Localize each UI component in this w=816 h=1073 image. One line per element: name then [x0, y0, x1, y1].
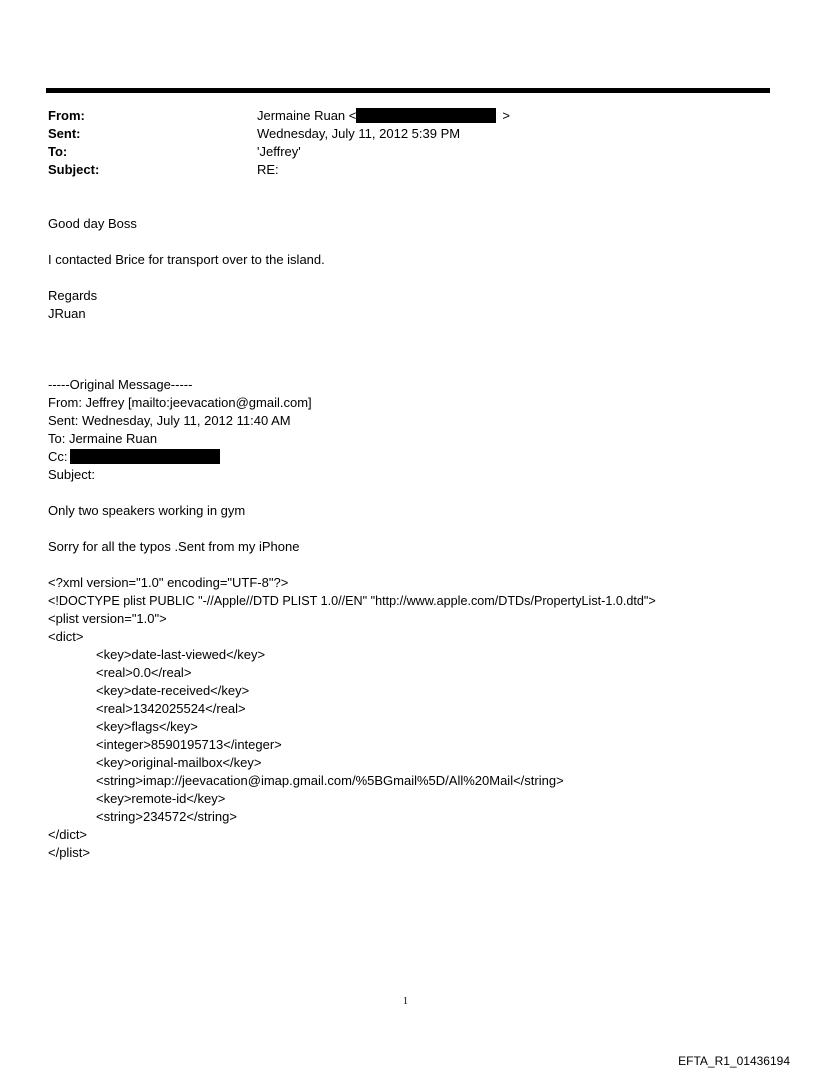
from-label: From: [48, 108, 85, 123]
xml-line: <string>imap://jeevacation@imap.gmail.com/%5BGmail%5D/All%20Mail</string> [96, 773, 564, 788]
xml-line: <key>original-mailbox</key> [96, 755, 262, 770]
page-number: 1 [403, 996, 408, 1007]
original-to: To: Jermaine Ruan [48, 431, 158, 446]
xml-line: </dict> [48, 827, 88, 842]
xml-line: <real>0.0</real> [96, 665, 192, 680]
xml-line: </plist> [48, 845, 90, 860]
to-value: 'Jeffrey' [257, 144, 301, 159]
from-bracket: > [502, 108, 510, 123]
original-sent: Sent: Wednesday, July 11, 2012 11:40 AM [48, 413, 291, 428]
header-rule [46, 88, 770, 93]
redaction-box [70, 449, 220, 464]
original-cc [48, 448, 220, 466]
sent-value: Wednesday, July 11, 2012 5:39 PM [257, 126, 461, 141]
xml-line: <dict> [48, 629, 84, 644]
signature: JRuan [48, 306, 86, 321]
original-from: From: Jeffrey [mailto:jeevacation@gmail.com] [48, 395, 312, 410]
xml-line: <real>1342025524</real> [96, 701, 246, 716]
sent-label: Sent: [48, 126, 81, 141]
original-line-1: Only two speakers working in gym [48, 503, 246, 518]
original-separator: -----Original Message----- [48, 377, 193, 392]
xml-line: <?xml version="1.0" encoding="UTF-8"?> [48, 575, 289, 590]
subject-value: RE: [257, 162, 279, 177]
message-text: I contacted Brice for transport over to the island. [48, 252, 325, 267]
from-value [257, 107, 510, 125]
xml-line: <string>234572</string> [96, 809, 237, 824]
to-label: To: [48, 144, 68, 159]
xml-line: <integer>8590195713</integer> [96, 737, 282, 752]
from-name: Jermaine Ruan < [257, 108, 357, 123]
original-line-2: Sorry for all the typos .Sent from my iPhone [48, 539, 300, 554]
cc-label: Cc: [48, 449, 68, 464]
redaction-box [356, 108, 496, 123]
xml-line: <key>date-last-viewed</key> [96, 647, 266, 662]
subject-label: Subject: [48, 162, 100, 177]
closing: Regards [48, 288, 98, 303]
original-subject: Subject: [48, 467, 95, 482]
xml-line: <key>flags</key> [96, 719, 198, 734]
xml-line: <key>date-received</key> [96, 683, 250, 698]
xml-line: <key>remote-id</key> [96, 791, 226, 806]
document-id: EFTA_R1_01436194 [678, 1054, 790, 1068]
xml-line: <!DOCTYPE plist PUBLIC "-//Apple//DTD PLIST 1.0//EN" "http://www.apple.com/DTDs/PropertyList-1.0.dtd"> [48, 594, 656, 608]
greeting: Good day Boss [48, 216, 137, 231]
xml-line: <plist version="1.0"> [48, 611, 167, 626]
